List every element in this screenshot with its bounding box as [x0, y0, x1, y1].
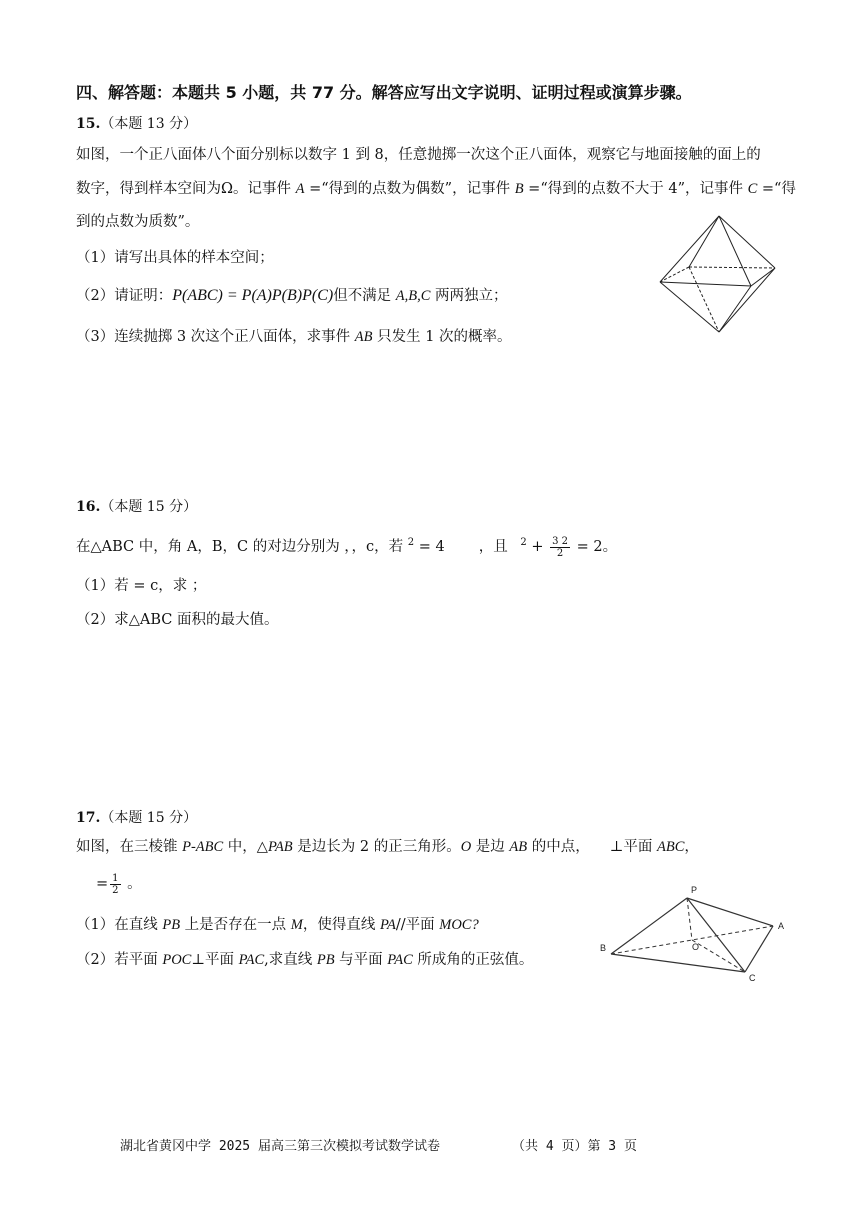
octa-edge	[751, 268, 775, 286]
q17-part1: （1）在直线 PB 上是否存在一点 M，使得直线 PA//平面 MOC?	[76, 917, 479, 933]
label-p: P	[691, 885, 698, 895]
q17-stem: 如图，在三棱锥 P-ABC 中，△PAB 是边长为 2 的正三角形。O 是边 AB 的中点， ⊥平面 ABC，	[76, 839, 699, 855]
edge-ca	[745, 926, 773, 972]
q15-part1: （1）请写出具体的样本空间；	[76, 250, 274, 266]
q16-score: （本题 15 分）	[100, 499, 198, 515]
octa-edge	[719, 216, 775, 268]
q16-stem: 在△ABC 中，角 A，B，C 的对边分别为 ，，c，若 $^2$ = 4 ，且 $^2$ + $\frac{3 2}{2}$ = 2。	[76, 535, 618, 559]
q16-number: 16.	[76, 499, 101, 515]
q16-part2: （2）求△ABC 面积的最大值。	[76, 612, 279, 628]
event-b: B	[514, 181, 524, 197]
q17-part2: （2）若平面 POC⊥平面 PAC,求直线 PB 与平面 PAC 所成角的正弦值。	[76, 952, 534, 968]
q15-text-line1: 如图，一个正八面体八个面分别标以数字 1 到 8，任意抛掷一次这个正八面体，观察它与地面接触的面上的	[76, 147, 761, 163]
q15-header	[76, 113, 197, 133]
q16-part1: （1）若 = c，求 ；	[76, 578, 207, 594]
edge-bc	[611, 954, 745, 972]
q15-text-line3: 到的点数为质数”。	[76, 214, 200, 230]
edge-oc-hidden	[692, 940, 745, 972]
octa-edge	[719, 286, 751, 332]
label-b: B	[600, 943, 607, 953]
q17-fraction: $\frac{1}{2}$	[112, 872, 119, 896]
label-c: C	[749, 973, 756, 983]
octa-edge-hidden	[689, 267, 775, 268]
octahedron-figure	[655, 212, 780, 337]
octa-edge	[719, 216, 751, 286]
q16-header	[76, 496, 197, 516]
octa-edge	[660, 216, 719, 282]
label-o: O	[692, 942, 700, 952]
octa-edge	[660, 282, 719, 332]
octa-edge-hidden	[689, 216, 719, 267]
pyramid-figure	[595, 880, 795, 985]
q15-part2: （2）请证明：P(ABC) = P(A)P(B)P(C)但不满足 A,B,C 两两独立；	[76, 287, 508, 304]
event-c: C	[747, 181, 758, 197]
edge-pb	[611, 898, 687, 954]
q15-part3: （3）连续抛掷 3 次这个正八面体，求事件 AB 只发生 1 次的概率。	[76, 329, 512, 345]
edge-pa	[687, 898, 773, 926]
footer-school: 湖北省黄冈中学 2025 届高三第三次模拟考试数学试卷	[120, 1139, 440, 1154]
q15-formula: P(ABC) = P(A)P(B)P(C)	[172, 287, 334, 304]
q17-header	[76, 807, 197, 827]
label-a: A	[778, 921, 785, 931]
q17-condition: = $\frac{1}{2}$ 。	[96, 872, 142, 896]
footer-pages: （共 4 页）第 3 页	[512, 1139, 637, 1154]
q17-score: （本题 15 分）	[100, 810, 198, 826]
section-title: 四、解答题：本题共 5 小题，共 77 分。解答应写出文字说明、证明过程或演算步骤。	[76, 83, 692, 102]
event-a: A	[295, 181, 305, 197]
edge-pc	[687, 898, 745, 972]
q15-number: 15.	[76, 116, 101, 132]
q16-fraction: $\frac{3 2}{2}$	[552, 535, 569, 559]
octa-edge-hidden	[689, 267, 719, 332]
octa-edge	[660, 282, 751, 286]
q17-number: 17.	[76, 810, 101, 826]
octa-edge-hidden	[660, 267, 689, 282]
q15-score: （本题 13 分）	[100, 116, 198, 132]
q15-text-line2: 数字，得到样本空间为Ω。记事件 A =“得到的点数为偶数”，记事件 B =“得到的点数不大于 4”，记事件 C =“得	[76, 181, 796, 197]
